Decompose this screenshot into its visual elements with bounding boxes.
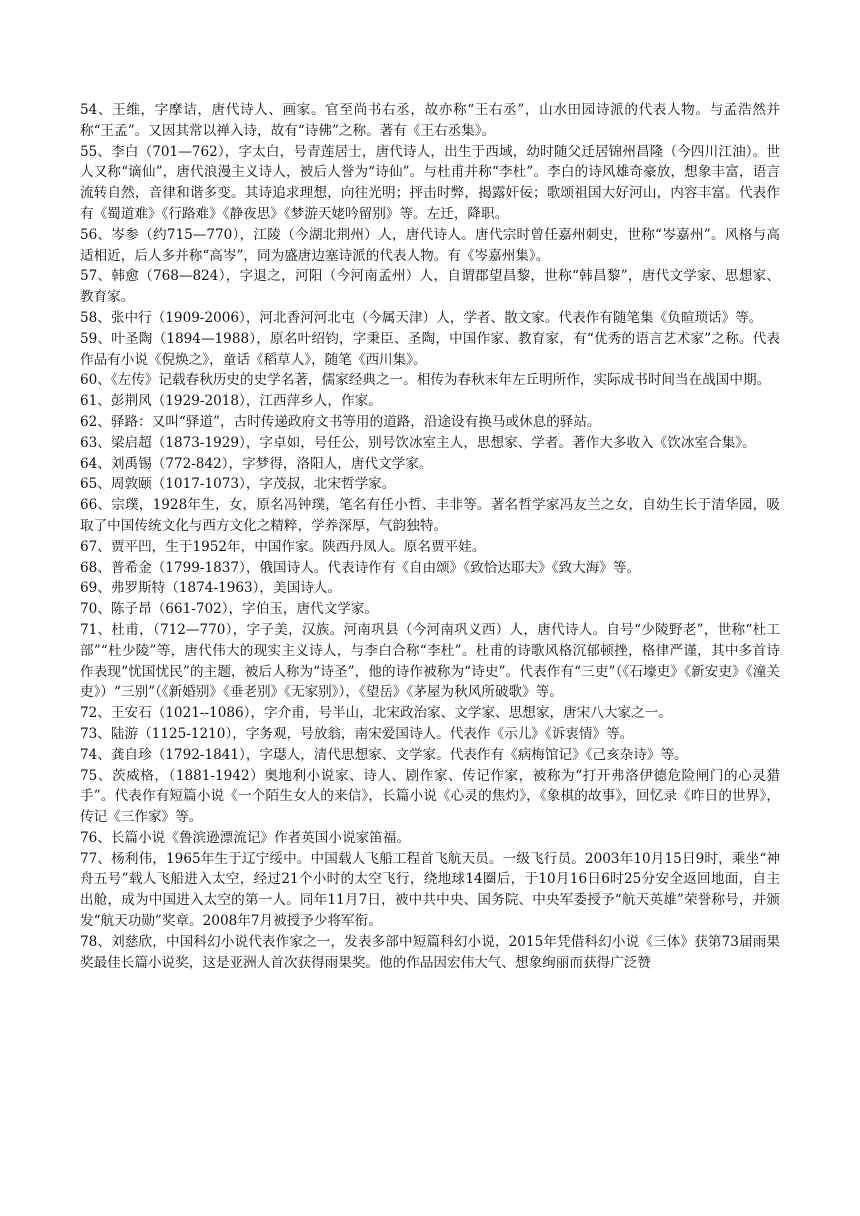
entry-64: 64、刘禹锡（772-842），字梦得，洛阳人，唐代文学家。 <box>80 455 433 472</box>
entry-63: 63、梁启超（1873-1929），字卓如，号任公，别号饮冰室主人，思想家、学者。著作大多收入《饮冰室合集》。 <box>80 434 756 451</box>
entry-54: 54、王维，字摩诘，唐代诗人、画家。官至尚书右丞，故亦称“王右丞”，山水田园诗派的代表人物。与孟浩然并称“王孟”。又因其常以禅入诗，故有“诗佛”之称。著有《王右丞集》。 <box>80 102 780 139</box>
entry-58: 58、张中行（1909-2006），河北香河河北屯（今属天津）人，学者、散文家。代表作有随笔集《负暄琐话》等。 <box>80 309 763 326</box>
entry-67: 67、贾平凹，生于1952年，中国作家。陕西丹凤人。原名贾平娃。 <box>80 538 486 555</box>
entry-75: 75、茨威格，（1881-1942）奥地利小说家、诗人、剧作家、传记作家，被称为“打开弗洛伊德危险闸门的心灵猎手”。代表作有短篇小说《一个陌生女人的来信》，长篇小说《心灵的焦灼》，《象棋的故事》，回忆录《昨日的世界》，传记《三作家》等。 <box>80 767 780 826</box>
entry-74: 74、龚自珍（1792-1841），字璱人，清代思想家、文学家。代表作有《病梅馆记》《己亥杂诗》等。 <box>80 746 688 763</box>
entry-61: 61、彭荆风（1929-2018），江西萍乡人，作家。 <box>80 393 382 410</box>
entry-57: 57、韩愈（768—824），字退之，河阳（今河南孟州）人，自谓郡望昌黎，世称“韩昌黎”，唐代文学家、思想家、教育家。 <box>80 268 780 306</box>
entry-60: 60、《左传》记载春秋历史的史学名著，儒家经典之一。相传为春秋末年左丘明所作，实际成书时间当在战国中期。 <box>80 372 771 389</box>
entry-77: 77、杨利伟，1965年生于辽宁绥中。中国载人飞船工程首飞航天员。一级飞行员。2003年10月15日9时，乘坐“神舟五号”载人飞船进入太空，经过21个小时的太空飞行，绕地球14圈后，于10月16日6时25分安全返回地面，自主出舱，成为中国进入太空的第一人。同年11月7日，被中共中央、国务院、中央军委授予“航天英雄”荣誉称号，并颁发“航天功勋”奖章。2008年7月被授予少将军衔。 <box>80 850 780 930</box>
entry-59: 59、叶圣陶（1894—1988），原名叶绍钧，字秉臣、圣陶，中国作家、教育家，有“优秀的语言艺术家”之称。代表作品有小说《倪焕之》，童话《稻草人》，随笔《西川集》。 <box>80 330 780 368</box>
entry-72: 72、王安石（1021--1086），字介甫，号半山，北宋政治家、文学家、思想家，唐宋八大家之一。 <box>80 705 672 722</box>
document-body <box>80 100 780 973</box>
entry-56: 56、岑参（约715—770），江陵（今湖北荆州）人，唐代诗人。唐代宗时曾任嘉州刺史，世称“岑嘉州”。风格与高适相近，后人多并称“高岑”，同为盛唐边塞诗派的代表人物。有《岑嘉州集》。 <box>80 226 780 264</box>
entry-55: 55、李白（701—762），字太白，号青莲居士，唐代诗人，出生于西域，幼时随父迁居锦州昌隆（今四川江油）。世人又称“谪仙”，唐代浪漫主义诗人，被后人誉为“诗仙”。与杜甫并称“李杜”。李白的诗风雄奇豪放，想象丰富，语言流转自然，音律和谐多变。其诗追求理想，向往光明；抨击时弊，揭露奸佞；歌颂祖国大好河山，内容丰富。代表作有《蜀道难》《行路难》《静夜思》《梦游天姥吟留别》等。左迁，降职。 <box>80 143 780 222</box>
entry-76: 76、长篇小说《鲁滨逊漂流记》作者英国小说家笛福。 <box>80 829 410 846</box>
entry-62: 62、驿路：又叫“驿道”，古时传递政府文书等用的道路，沿途设有换马或休息的驿站。 <box>80 413 601 430</box>
entry-65: 65、周敦颐（1017-1073），字茂叔，北宋哲学家。 <box>80 476 396 493</box>
entry-66: 66、宗璞，1928年生，女，原名冯钟璞，笔名有任小哲、丰非等。著名哲学家冯友兰之女，自幼生长于清华园，吸取了中国传统文化与西方文化之精粹，学养深厚，气韵独特。 <box>80 497 780 534</box>
entry-69: 69、弗罗斯特（1874-1963），美国诗人。 <box>80 580 341 597</box>
entry-73: 73、陆游（1125-1210），字务观，号放翁，南宋爱国诗人。代表作《示儿》《诉衷情》等。 <box>80 725 634 742</box>
entry-68: 68、普希金（1799-1837），俄国诗人。代表诗作有《自由颂》《致恰达耶夫》《致大海》等。 <box>80 559 641 576</box>
entry-71: 71、杜甫，（712—770），字子美，汉族。河南巩县（今河南巩义西）人，唐代诗人。自号“少陵野老”，世称“杜工部”“杜少陵”等，唐代伟大的现实主义诗人，与李白合称“李杜”。杜甫的诗歌风格沉郁顿挫，格律严谨，其中多首诗作表现“忧国忧民”的主题，被后人称为“诗圣”，他的诗作被称为“诗史”。代表作有“三吏”（《石壕吏》《新安吏》《潼关吏》）“三别”（《新婚别》《垂老别》《无家别》），《望岳》《茅屋为秋风所破歌》等。 <box>80 621 780 701</box>
entry-78: 78、刘慈欣，中国科幻小说代表作家之一，发表多部中短篇科幻小说，2015年凭借科幻小说《三体》获第73届雨果奖最佳长篇小说奖，这是亚洲人首次获得雨果奖。他的作品因宏伟大气、想象绚丽而获得广泛赞 <box>80 933 780 971</box>
entry-70: 70、陈子昂（661-702），字伯玉，唐代文学家。 <box>80 601 379 618</box>
